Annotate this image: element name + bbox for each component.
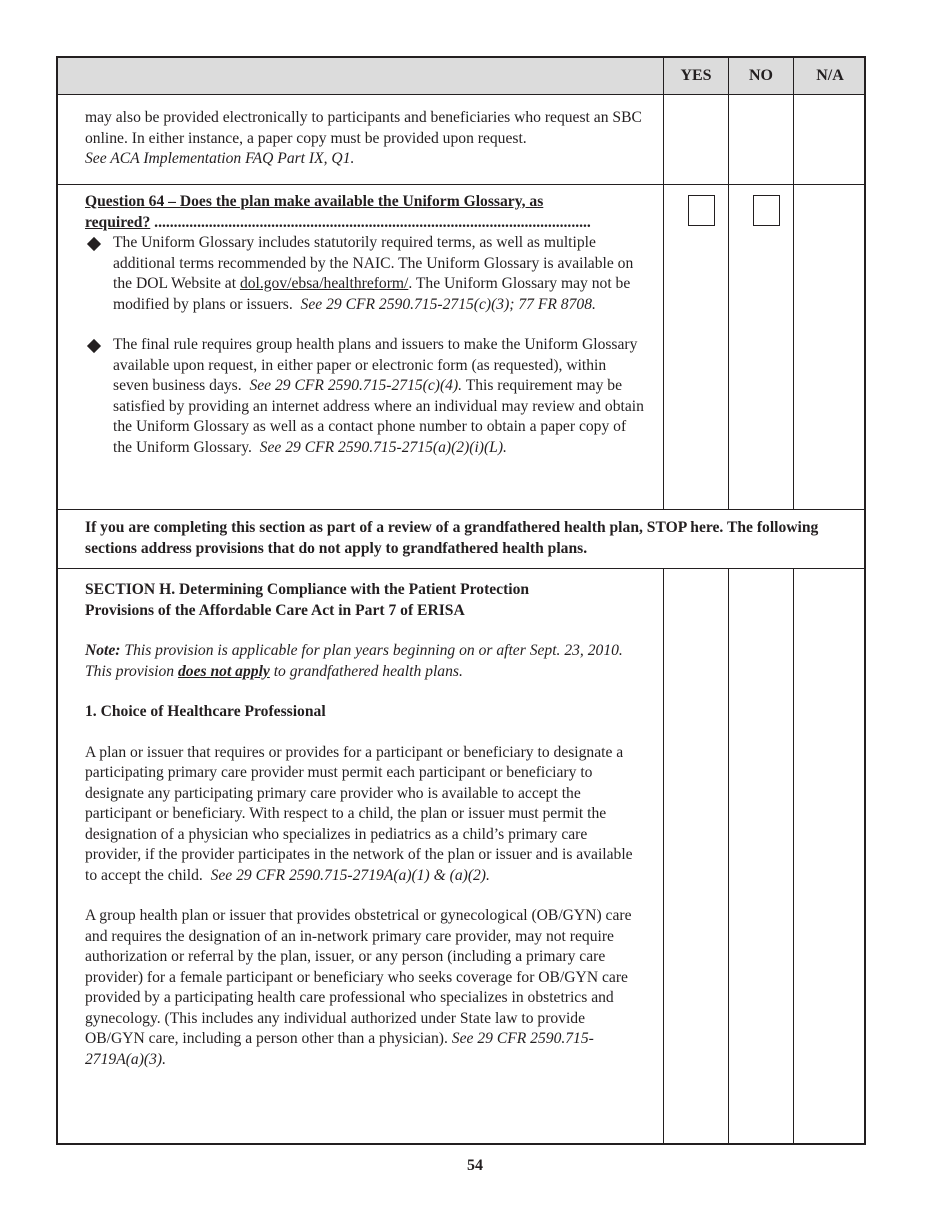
header-yes: YES bbox=[680, 67, 712, 84]
question-64 bbox=[85, 192, 645, 458]
col-divider-text-yes-top bbox=[663, 58, 664, 510]
row-divider-header bbox=[58, 94, 864, 95]
section-h-subtitle: 1. Choice of Healthcare Professional bbox=[85, 703, 326, 720]
diamond-bullet-icon bbox=[87, 339, 101, 353]
q64-no-checkbox[interactable] bbox=[753, 195, 780, 226]
section-h-paragraph-2: A group health plan or issuer that provides obstetrical or gynecological (OB/GYN) care and requires the designation of an in-network primary care provider, may not require authorization or referral by the plan, issuer, or any person (including a primary care provider) for a female participant or beneficiary who seeks coverage for OB/GYN care provided by a participating health care professional who specializes in obstetrics and gynecology. (This includes any individual authorized under State law to provide OB/GYN care, including a person other than a physician). See 29 CFR 2590.715-2719A(a)(3). bbox=[85, 907, 632, 1068]
row1-body: may also be provided electronically to participants and beneficiaries who request an SBC online. In either instance, a paper copy must be provided upon request. bbox=[85, 109, 642, 147]
row-divider-3 bbox=[58, 568, 864, 569]
section-h-title: SECTION H. Determining Compliance with the Patient Protection Provisions of the Affordable Care Act in Part 7 of ERISA bbox=[85, 581, 530, 619]
q64-yes-checkbox[interactable] bbox=[688, 195, 715, 226]
row1-text bbox=[85, 108, 645, 170]
page-number: 54 bbox=[467, 1157, 483, 1174]
row1-citation: See ACA Implementation FAQ Part IX, Q1. bbox=[85, 150, 355, 167]
row-divider-1 bbox=[58, 184, 864, 185]
col-divider-yes-no-top bbox=[728, 58, 729, 510]
question-64-title: Question 64 – Does the plan make available the Uniform Glossary, as required? ................................................................................................................ bbox=[85, 193, 591, 231]
header-na: N/A bbox=[816, 67, 844, 84]
dol-link[interactable]: dol.gov/ebsa/healthreform/ bbox=[239, 275, 409, 292]
section-h bbox=[85, 580, 645, 1070]
col-divider-no-na-bottom bbox=[793, 568, 794, 1143]
col-divider-yes-no-bottom bbox=[728, 568, 729, 1143]
question-64-bullet-2: The final rule requires group health plans and issuers to make the Uniform Glossary available upon request, in either paper or electronic form (as requested), within seven business days. See 29 CFR 2590.715-2715(c)(4). This requirement may be satisfied by providing an internet address where an individual may review and obtain the Uniform Glossary as well as a contact phone number to obtain a paper copy of the Uniform Glossary. See 29 CFR 2590.715-2715(a)(2)(i)(L). bbox=[85, 335, 645, 458]
col-divider-no-na-top bbox=[793, 58, 794, 510]
col-divider-text-yes-bottom bbox=[663, 568, 664, 1143]
compliance-table bbox=[56, 56, 866, 1145]
header-no: NO bbox=[749, 67, 773, 84]
question-64-bullet-1: The Uniform Glossary includes statutorily required terms, as well as multiple additional terms recommended by the NAIC. The Uniform Glossary is available on the DOL Website at dol.gov/ebsa/healthreform/. The Uniform Glossary may not be modified by plans or issuers. See 29 CFR 2590.715-2715(c)(3); 77 FR 8708. bbox=[85, 233, 645, 315]
row-divider-2 bbox=[58, 509, 864, 510]
grandfathered-stop-notice: If you are completing this section as part of a review of a grandfathered health plan, STOP here. The following sections address provisions that do not apply to grandfathered health plans. bbox=[85, 519, 819, 557]
diamond-bullet-icon bbox=[87, 237, 101, 251]
section-h-paragraph-1: A plan or issuer that requires or provides for a participant or beneficiary to designate a participating primary care provider must permit each participant or beneficiary to designate any participating primary care provider who is available to accept the participant or beneficiary. With respect to a child, the plan or issuer must permit the designation of a physician who specializes in pediatrics as a child’s primary care provider, if the provider participates in the network of the plan or issuer and is available to accept the child. See 29 CFR 2590.715-2719A(a)(1) & (a)(2). bbox=[85, 743, 633, 884]
section-h-note: Note: This provision is applicable for plan years beginning on or after Sept. 23, 2010. This provision does not apply to grandfathered health plans. bbox=[85, 642, 623, 680]
